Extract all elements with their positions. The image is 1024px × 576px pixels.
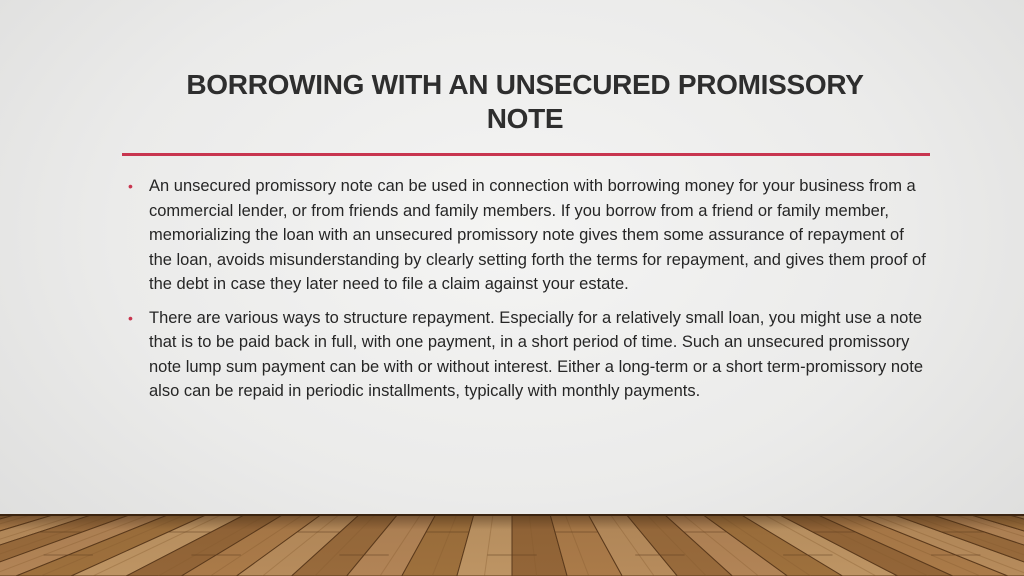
bullet-list [128, 174, 928, 413]
bullet-marker: • [128, 178, 133, 194]
title-divider [122, 153, 930, 156]
bullet-marker: • [128, 309, 133, 326]
bullet-text: An unsecured promissory note can be used in connection with borrowing money for your business from a commercial lender, or from friends and family members. If you borrow from a friend or family member, memorializing the loan with an unsecured promissory note gives them some assurance of repayment of the loan, avoids misunderstanding by clearly setting forth the terms for repayment, and gives them proof of the debt in case they later need to file a claim against your estate. [149, 177, 926, 293]
wood-floor [0, 514, 1024, 576]
bullet-item [128, 174, 928, 297]
bullet-item [128, 306, 928, 404]
slide-title: BORROWING WITH AN UNSECURED PROMISSORY NOTE [186, 69, 864, 134]
bullet-text: There are various ways to structure repayment. Especially for a relatively small loan, you might use a note that is to be paid back in full, with one payment, in a short period of time. Such an unsecured promissory note lump sum payment can be with or without interest. Either a long-term or a short term-promissory note also can be repaid in periodic installments, typically with monthly payments. [149, 308, 923, 400]
